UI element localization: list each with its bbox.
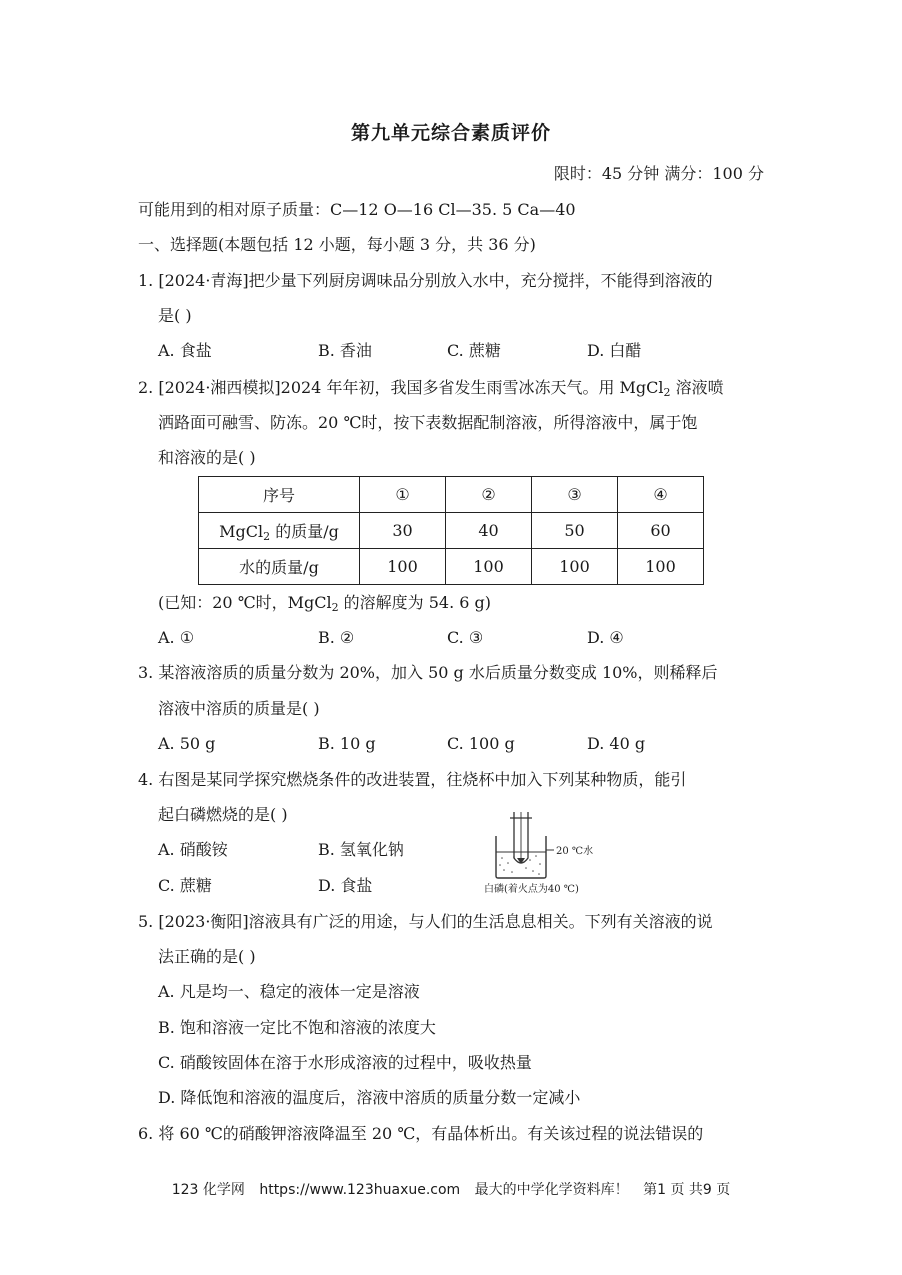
q3-option-c[interactable]: C. 100 g bbox=[447, 734, 515, 753]
q5-stem-line1: 5. [2023·衡阳]溶液具有广泛的用途，与人们的生活息息相关。下列有关溶液的说 bbox=[138, 912, 713, 931]
time-limit: 限时：45 分钟 满分：100 分 bbox=[553, 164, 764, 183]
q4-stem-line1: 4. 右图是某同学探究燃烧条件的改进装置，往烧杯中加入下列某种物质，能引 bbox=[138, 770, 687, 789]
table-row bbox=[199, 549, 704, 585]
q2-option-b[interactable]: B. ② bbox=[318, 628, 355, 647]
table-cell: 100 bbox=[618, 549, 704, 585]
table-row bbox=[199, 477, 704, 513]
q5-option-c[interactable]: C. 硝酸铵固体在溶于水形成溶液的过程中，吸收热量 bbox=[158, 1053, 532, 1072]
q5-option-b[interactable]: B. 饱和溶液一定比不饱和溶液的浓度大 bbox=[158, 1018, 436, 1037]
q2-option-d[interactable]: D. ④ bbox=[587, 628, 624, 647]
q2-stem-line2: 洒路面可融雪、防冻。20 ℃时，按下表数据配制溶液，所得溶液中，属于饱 bbox=[158, 413, 698, 432]
q2-stem-line1: 2. [2024·湘西模拟]2024 年年初，我国多省发生雨雪冰冻天气。用 MgCl$_2$ 溶液喷 bbox=[138, 378, 724, 399]
table-cell: 50 bbox=[532, 513, 618, 549]
q1-stem-line1: 1. [2024·青海]把少量下列厨房调味品分别放入水中，充分搅拌，不能得到溶液的 bbox=[138, 271, 713, 290]
table-cell: ③ bbox=[532, 477, 618, 513]
q3-stem-line1: 3. 某溶液溶质的质量分数为 20%，加入 50 g 水后质量分数变成 10%，则稀释后 bbox=[138, 663, 718, 682]
q5-option-d[interactable]: D. 降低饱和溶液的温度后，溶液中溶质的质量分数一定减小 bbox=[158, 1088, 581, 1107]
water-label: 20 ℃水 bbox=[556, 846, 594, 857]
q4-option-a[interactable]: A. 硝酸铵 bbox=[158, 840, 228, 859]
beaker-diagram bbox=[478, 808, 628, 898]
table-cell: ④ bbox=[618, 477, 704, 513]
q1-option-c[interactable]: C. 蔗糖 bbox=[447, 341, 501, 360]
white-phosphorus bbox=[517, 858, 525, 864]
data-table bbox=[198, 476, 704, 585]
q1-option-d[interactable]: D. 白醋 bbox=[587, 341, 642, 360]
q5-stem-line2: 法正确的是( ) bbox=[158, 947, 256, 966]
table-cell: 100 bbox=[360, 549, 446, 585]
q2-option-c[interactable]: C. ③ bbox=[447, 628, 484, 647]
table-cell: 100 bbox=[532, 549, 618, 585]
page-footer bbox=[0, 1179, 902, 1199]
table-cell: 序号 bbox=[199, 477, 360, 513]
table-cell: 40 bbox=[446, 513, 532, 549]
q3-stem-line2: 溶液中溶质的质量是( ) bbox=[158, 699, 320, 718]
footer-slogan: 最大的中学化学资料库！ bbox=[474, 1182, 629, 1198]
q3-option-a[interactable]: A. 50 g bbox=[158, 734, 216, 753]
q1-option-a[interactable]: A. 食盐 bbox=[158, 341, 212, 360]
table-cell: ① bbox=[360, 477, 446, 513]
page-title: 第九单元综合素质评价 bbox=[350, 122, 551, 144]
q4-option-c[interactable]: C. 蔗糖 bbox=[158, 876, 212, 895]
table-cell: MgCl$_2$ 的质量/g bbox=[199, 513, 360, 549]
q2-stem-line3: 和溶液的是( ) bbox=[158, 448, 256, 467]
q4-stem-line2: 起白磷燃烧的是( ) bbox=[158, 805, 288, 824]
footer-url[interactable]: https://www.123huaxue.com bbox=[259, 1182, 461, 1198]
q1-stem-line2: 是( ) bbox=[158, 306, 192, 325]
table-cell: ② bbox=[446, 477, 532, 513]
atomic-masses: 可能用到的相对原子质量：C—12 O—16 Cl—35. 5 Ca—40 bbox=[138, 200, 576, 219]
q3-option-b[interactable]: B. 10 g bbox=[318, 734, 376, 753]
section-heading: 一、选择题(本题包括 12 小题，每小题 3 分，共 36 分) bbox=[138, 235, 536, 254]
q3-option-d[interactable]: D. 40 g bbox=[587, 734, 646, 753]
table-cell: 60 bbox=[618, 513, 704, 549]
table-row bbox=[199, 513, 704, 549]
q2-option-a[interactable]: A. ① bbox=[158, 628, 195, 647]
table-cell: 30 bbox=[360, 513, 446, 549]
table-cell: 100 bbox=[446, 549, 532, 585]
q4-option-d[interactable]: D. 食盐 bbox=[318, 876, 373, 895]
q6-stem-line1: 6. 将 60 ℃的硝酸钾溶液降温至 20 ℃，有晶体析出。有关该过程的说法错误的 bbox=[138, 1124, 704, 1143]
q5-option-a[interactable]: A. 凡是均一、稳定的液体一定是溶液 bbox=[158, 982, 420, 1001]
footer-site: 123 化学网 bbox=[171, 1182, 245, 1198]
table-cell: 水的质量/g bbox=[199, 549, 360, 585]
q1-option-b[interactable]: B. 香油 bbox=[318, 341, 372, 360]
phosphorus-label: 白磷(着火点为40 ℃) bbox=[484, 884, 579, 895]
q4-option-b[interactable]: B. 氢氧化钠 bbox=[318, 840, 404, 859]
footer-page-number: 第1 页 共9 页 bbox=[643, 1182, 731, 1198]
q2-note: (已知：20 ℃时，MgCl$_2$ 的溶解度为 54. 6 g) bbox=[158, 593, 492, 614]
